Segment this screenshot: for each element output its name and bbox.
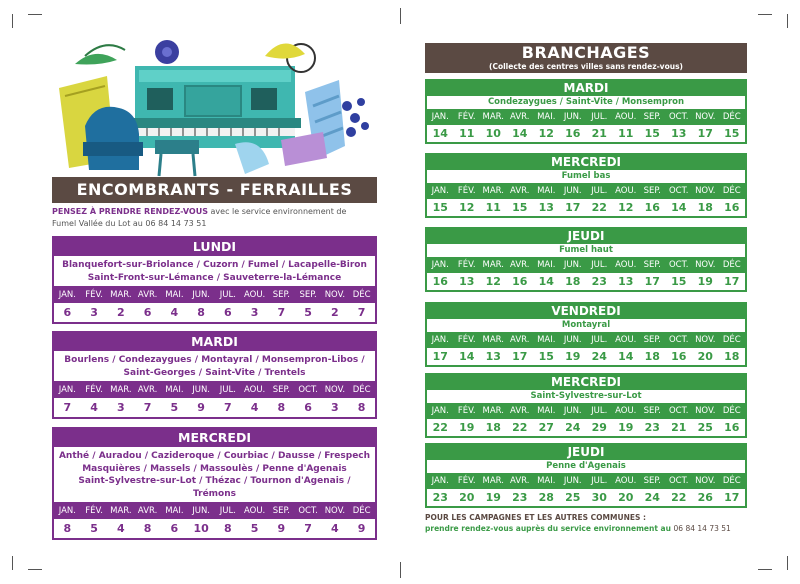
months-row xyxy=(54,286,375,303)
block-day-title: LUNDI xyxy=(54,238,375,256)
branchages-banner xyxy=(425,43,747,73)
day-cell: 9 xyxy=(197,401,205,414)
month-cell: MAR. xyxy=(110,505,132,516)
day-cell: 26 xyxy=(697,491,713,504)
branchages-title: BRANCHAGES xyxy=(521,43,651,62)
month-cell: JUN. xyxy=(563,260,582,270)
month-cell: JAN. xyxy=(431,260,449,270)
days-row xyxy=(54,303,375,322)
month-cell: AVR. xyxy=(510,476,530,486)
day-cell: 8 xyxy=(63,522,72,535)
month-cell: FÉV. xyxy=(457,406,476,416)
day-cell: 2 xyxy=(331,306,339,319)
month-cell: SEP. xyxy=(643,335,661,345)
month-cell: JAN. xyxy=(58,505,76,516)
month-cell: SEP. xyxy=(643,476,661,486)
month-cell: NOV. xyxy=(695,112,716,122)
day-cell: 11 xyxy=(618,127,634,140)
day-cell: 11 xyxy=(485,201,501,214)
month-cell: DÉC xyxy=(722,406,741,416)
month-cell: MAI. xyxy=(165,505,184,516)
encombrants-note xyxy=(52,206,382,230)
day-cell: 15 xyxy=(512,201,528,214)
month-cell: MAR. xyxy=(482,112,504,122)
month-cell: MAR. xyxy=(110,289,132,300)
places-line: Saint-Front-sur-Lémance / Sauveterre-la-Lémance xyxy=(87,272,342,283)
day-cell: 20 xyxy=(459,491,475,504)
month-cell: OCT. xyxy=(668,406,689,416)
places-line: Anthé / Auradou / Cazideroque / Courbiac / Dausse / Frespech xyxy=(58,451,371,461)
block-day-title: VENDREDI xyxy=(427,304,745,319)
day-cell: 29 xyxy=(591,421,607,434)
month-cell: SEP. xyxy=(272,505,291,516)
crop-mark xyxy=(400,562,401,578)
month-cell: OCT. xyxy=(668,335,689,345)
month-cell: MAI. xyxy=(537,186,556,196)
day-cell: 14 xyxy=(538,275,554,288)
furniture-illustration xyxy=(55,36,375,178)
block-day-title: JEUDI xyxy=(427,445,745,460)
month-cell: NOV. xyxy=(695,406,716,416)
month-cell: NOV. xyxy=(324,289,346,300)
day-cell: 25 xyxy=(565,491,581,504)
months-row xyxy=(427,332,745,348)
month-cell: DÉC xyxy=(722,335,741,345)
block-places xyxy=(54,351,375,381)
month-cell: JUN. xyxy=(192,505,211,516)
encombrants-mercredi-block xyxy=(52,427,377,540)
day-cell: 9 xyxy=(357,522,366,535)
month-cell: MAI. xyxy=(537,406,556,416)
month-cell: JUL. xyxy=(591,186,608,196)
day-cell: 30 xyxy=(591,491,607,504)
day-cell: 16 xyxy=(724,421,740,434)
days-row xyxy=(54,398,375,417)
encombrants-title: ENCOMBRANTS - FERRAILLES xyxy=(52,177,377,203)
days-row xyxy=(54,519,375,538)
month-cell: AOU. xyxy=(243,505,266,516)
day-cell: 6 xyxy=(170,522,179,535)
month-cell: NOV. xyxy=(695,335,716,345)
month-cell: DÉC xyxy=(722,186,741,196)
month-cell: SEP. xyxy=(272,289,291,300)
day-cell: 24 xyxy=(644,491,660,504)
day-cell: 16 xyxy=(724,201,740,214)
month-cell: DÉC xyxy=(352,505,371,516)
block-place: Montayral xyxy=(561,320,611,330)
day-cell: 9 xyxy=(277,522,286,535)
crop-mark xyxy=(12,14,13,28)
month-cell: OCT. xyxy=(668,186,689,196)
month-cell: JUL. xyxy=(591,112,608,122)
day-cell: 5 xyxy=(90,522,98,535)
day-cell: 5 xyxy=(170,401,179,414)
day-cell: 17 xyxy=(565,201,581,214)
month-cell: OCT. xyxy=(668,476,689,486)
day-cell: 12 xyxy=(485,275,501,288)
month-cell: AVR. xyxy=(137,505,158,516)
day-cell: 4 xyxy=(250,401,259,414)
month-cell: AVR. xyxy=(510,186,530,196)
block-day-title: MERCREDI xyxy=(427,375,745,390)
month-cell: JUN. xyxy=(563,186,582,196)
day-cell: 16 xyxy=(565,127,581,140)
month-cell: MAI. xyxy=(165,384,184,395)
block-place: Condezaygues / Saint-Vite / Monsempron xyxy=(487,97,685,107)
day-cell: 22 xyxy=(512,421,528,434)
day-cell: 12 xyxy=(538,127,554,140)
day-cell: 7 xyxy=(357,306,366,319)
day-cell: 17 xyxy=(432,350,448,363)
month-cell: MAR. xyxy=(482,335,504,345)
crop-mark xyxy=(787,14,788,28)
day-cell: 8 xyxy=(277,401,286,414)
month-cell: JUL. xyxy=(591,406,608,416)
crop-mark xyxy=(28,14,42,15)
day-cell: 17 xyxy=(697,127,713,140)
day-cell: 27 xyxy=(538,421,554,434)
branchages-subtitle: (Collecte des centres villes sans rendez-vous) xyxy=(489,62,683,71)
month-cell: JUN. xyxy=(563,476,582,486)
note-highlight: PENSEZ À PRENDRE RENDEZ-VOUS xyxy=(52,207,208,216)
day-cell: 22 xyxy=(671,491,687,504)
places-line: Saint-Sylvestre-sur-Lot / Thézac / Tournon d'Agenais / Trémons xyxy=(78,476,351,499)
day-cell: 8 xyxy=(357,401,366,414)
encombrants-lundi-block xyxy=(52,236,377,324)
day-cell: 15 xyxy=(538,350,554,363)
month-cell: DÉC xyxy=(722,476,741,486)
day-cell: 4 xyxy=(90,401,98,414)
month-cell: JAN. xyxy=(431,335,449,345)
places-line: Bourlens / Condezaygues / Montayral / Monsempron-Libos / xyxy=(64,355,365,365)
month-cell: JAN. xyxy=(431,406,449,416)
month-cell: AOU. xyxy=(243,289,266,300)
day-cell: 3 xyxy=(117,401,125,414)
day-cell: 10 xyxy=(193,522,209,535)
day-cell: 23 xyxy=(591,275,607,288)
block-day-title: MERCREDI xyxy=(54,429,375,447)
block-day-title: MERCREDI xyxy=(427,155,745,170)
day-cell: 14 xyxy=(432,127,448,140)
months-row xyxy=(427,473,745,489)
month-cell: JUN. xyxy=(192,384,211,395)
month-cell: JAN. xyxy=(431,476,449,486)
day-cell: 8 xyxy=(224,522,232,535)
days-row xyxy=(427,199,745,216)
day-cell: 19 xyxy=(618,421,634,434)
day-cell: 3 xyxy=(90,306,98,319)
day-cell: 7 xyxy=(304,522,312,535)
month-cell: AOU. xyxy=(615,186,637,196)
month-cell: FÉV. xyxy=(457,476,476,486)
month-cell: FÉV. xyxy=(457,112,476,122)
month-cell: AVR. xyxy=(510,335,530,345)
month-cell: OCT. xyxy=(298,505,318,516)
day-cell: 13 xyxy=(618,275,634,288)
block-day-title: MARDI xyxy=(54,333,375,351)
day-cell: 14 xyxy=(459,350,475,363)
months-row xyxy=(427,403,745,419)
day-cell: 5 xyxy=(250,522,259,535)
days-row xyxy=(427,273,745,290)
day-cell: 23 xyxy=(644,421,660,434)
footer-phone: 06 84 14 73 51 xyxy=(673,524,731,533)
month-cell: JUN. xyxy=(192,289,211,300)
day-cell: 7 xyxy=(277,306,286,319)
month-cell: SEP. xyxy=(643,406,661,416)
months-row xyxy=(54,502,375,519)
day-cell: 18 xyxy=(644,350,660,363)
day-cell: 16 xyxy=(432,275,448,288)
day-cell: 18 xyxy=(485,421,501,434)
month-cell: FÉV. xyxy=(457,186,476,196)
month-cell: AOU. xyxy=(615,406,637,416)
branchages-footer xyxy=(425,512,765,534)
month-cell: AVR. xyxy=(510,406,530,416)
month-cell: AOU. xyxy=(615,260,637,270)
month-cell: NOV. xyxy=(695,476,716,486)
block-place: Saint-Sylvestre-sur-Lot xyxy=(530,391,642,401)
month-cell: FÉV. xyxy=(457,335,476,345)
day-cell: 8 xyxy=(197,306,205,319)
day-cell: 18 xyxy=(565,275,581,288)
month-cell: AOU. xyxy=(615,112,637,122)
month-cell: OCT. xyxy=(298,384,318,395)
day-cell: 23 xyxy=(432,491,448,504)
day-cell: 16 xyxy=(512,275,528,288)
month-cell: FÉV. xyxy=(457,260,476,270)
month-cell: JUN. xyxy=(563,112,582,122)
day-cell: 17 xyxy=(644,275,660,288)
month-cell: NOV. xyxy=(324,505,346,516)
crop-mark xyxy=(758,569,772,570)
day-cell: 3 xyxy=(331,401,339,414)
day-cell: 7 xyxy=(143,401,152,414)
day-cell: 7 xyxy=(224,401,232,414)
day-cell: 24 xyxy=(591,350,607,363)
note-rest: avec le service environnement de xyxy=(207,207,347,216)
month-cell: JAN. xyxy=(431,112,449,122)
day-cell: 15 xyxy=(724,127,740,140)
day-cell: 6 xyxy=(143,306,152,319)
day-cell: 15 xyxy=(644,127,660,140)
places-line: Saint-Georges / Saint-Vite / Trentels xyxy=(123,367,306,378)
day-cell: 22 xyxy=(591,201,607,214)
month-cell: JUN. xyxy=(563,406,582,416)
day-cell: 21 xyxy=(671,421,687,434)
day-cell: 19 xyxy=(459,421,475,434)
month-cell: MAI. xyxy=(537,476,556,486)
branchages-block-mercredi-2 xyxy=(425,373,747,438)
day-cell: 14 xyxy=(618,350,634,363)
branchages-block-jeudi xyxy=(425,227,747,292)
month-cell: DÉC xyxy=(352,384,371,395)
month-cell: AVR. xyxy=(137,289,158,300)
day-cell: 17 xyxy=(512,350,528,363)
month-cell: SEP. xyxy=(643,112,661,122)
month-cell: MAR. xyxy=(482,476,504,486)
month-cell: JUL. xyxy=(219,289,236,300)
crop-mark xyxy=(758,14,772,15)
footer-line1: POUR LES CAMPAGNES ET LES AUTRES COMMUNES : xyxy=(425,513,646,522)
day-cell: 4 xyxy=(117,522,125,535)
days-row xyxy=(427,348,745,365)
month-cell: MAI. xyxy=(165,289,184,300)
day-cell: 13 xyxy=(485,350,501,363)
crop-mark xyxy=(12,556,13,570)
month-cell: JUL. xyxy=(219,384,236,395)
places-line: Blanquefort-sur-Briolance / Cuzorn / Fumel / Lacapelle-Biron xyxy=(62,260,367,270)
day-cell: 16 xyxy=(671,350,687,363)
day-cell: 4 xyxy=(331,522,339,535)
day-cell: 13 xyxy=(671,127,687,140)
month-cell: MAR. xyxy=(482,186,504,196)
month-cell: AOU. xyxy=(615,335,637,345)
branchages-block-mercredi xyxy=(425,153,747,218)
month-cell: FÉV. xyxy=(85,384,103,395)
day-cell: 14 xyxy=(512,127,528,140)
branchages-block-jeudi-2 xyxy=(425,443,747,508)
day-cell: 6 xyxy=(304,401,312,414)
crop-mark xyxy=(400,8,401,24)
note-line2: Fumel Vallée du Lot au 06 84 14 73 51 xyxy=(52,219,207,228)
branchages-block-vendredi xyxy=(425,302,747,367)
day-cell: 7 xyxy=(63,401,72,414)
block-place: Fumel bas xyxy=(561,171,611,181)
block-place: Fumel haut xyxy=(559,245,613,255)
day-cell: 14 xyxy=(671,201,687,214)
day-cell: 18 xyxy=(697,201,713,214)
month-cell: JUL. xyxy=(219,505,236,516)
months-row xyxy=(427,257,745,273)
crop-mark xyxy=(28,569,42,570)
block-places xyxy=(54,256,375,286)
months-row xyxy=(54,381,375,398)
month-cell: DÉC xyxy=(722,260,741,270)
day-cell: 19 xyxy=(485,491,501,504)
day-cell: 19 xyxy=(565,350,581,363)
month-cell: DÉC xyxy=(352,289,371,300)
month-cell: AVR. xyxy=(137,384,158,395)
day-cell: 17 xyxy=(724,491,740,504)
month-cell: JUL. xyxy=(591,260,608,270)
encombrants-mardi-block xyxy=(52,331,377,419)
day-cell: 17 xyxy=(724,275,740,288)
block-day-title: MARDI xyxy=(427,81,745,96)
day-cell: 24 xyxy=(565,421,581,434)
day-cell: 19 xyxy=(697,275,713,288)
days-row xyxy=(427,489,745,506)
day-cell: 8 xyxy=(143,522,152,535)
month-cell: JAN. xyxy=(431,186,449,196)
day-cell: 12 xyxy=(618,201,634,214)
block-place: Penne d'Agenais xyxy=(546,461,626,471)
day-cell: 20 xyxy=(618,491,634,504)
month-cell: OCT. xyxy=(668,112,689,122)
block-day-title: JEUDI xyxy=(427,229,745,244)
day-cell: 23 xyxy=(512,491,528,504)
day-cell: 25 xyxy=(697,421,713,434)
month-cell: SEP. xyxy=(643,260,661,270)
month-cell: AVR. xyxy=(510,112,530,122)
day-cell: 28 xyxy=(538,491,554,504)
day-cell: 13 xyxy=(538,201,554,214)
crop-mark xyxy=(787,556,788,570)
places-line: Masquières / Massels / Massoulès / Penne d'Agenais xyxy=(82,463,347,474)
day-cell: 3 xyxy=(250,306,259,319)
month-cell: MAI. xyxy=(537,112,556,122)
day-cell: 15 xyxy=(432,201,448,214)
month-cell: OCT. xyxy=(668,260,689,270)
day-cell: 6 xyxy=(63,306,72,319)
month-cell: SEP. xyxy=(299,289,317,300)
day-cell: 16 xyxy=(644,201,660,214)
month-cell: MAR. xyxy=(482,260,504,270)
month-cell: MAI. xyxy=(537,335,556,345)
month-cell: MAR. xyxy=(110,384,132,395)
day-cell: 2 xyxy=(117,306,125,319)
day-cell: 6 xyxy=(224,306,232,319)
month-cell: FÉV. xyxy=(85,505,103,516)
month-cell: AOU. xyxy=(615,476,637,486)
month-cell: NOV. xyxy=(695,186,716,196)
month-cell: SEP. xyxy=(643,186,661,196)
day-cell: 15 xyxy=(671,275,687,288)
month-cell: NOV. xyxy=(695,260,716,270)
day-cell: 4 xyxy=(170,306,179,319)
month-cell: JUL. xyxy=(591,476,608,486)
day-cell: 22 xyxy=(432,421,448,434)
month-cell: JUL. xyxy=(591,335,608,345)
day-cell: 5 xyxy=(304,306,312,319)
block-places xyxy=(54,447,375,502)
months-row xyxy=(427,109,745,125)
day-cell: 11 xyxy=(459,127,475,140)
month-cell: MAR. xyxy=(482,406,504,416)
day-cell: 20 xyxy=(697,350,713,363)
month-cell: SEP. xyxy=(272,384,291,395)
month-cell: AVR. xyxy=(510,260,530,270)
month-cell: FÉV. xyxy=(85,289,103,300)
month-cell: AOU. xyxy=(243,384,266,395)
day-cell: 12 xyxy=(459,201,475,214)
month-cell: MAI. xyxy=(537,260,556,270)
days-row xyxy=(427,125,745,142)
months-row xyxy=(427,183,745,199)
day-cell: 21 xyxy=(591,127,607,140)
month-cell: JAN. xyxy=(58,289,76,300)
days-row xyxy=(427,419,745,436)
branchages-block-mardi xyxy=(425,79,747,144)
day-cell: 10 xyxy=(485,127,501,140)
month-cell: DÉC xyxy=(722,112,741,122)
month-cell: NOV. xyxy=(324,384,346,395)
footer-line2: prendre rendez-vous auprès du service environnement au xyxy=(425,524,674,533)
month-cell: JAN. xyxy=(58,384,76,395)
day-cell: 18 xyxy=(724,350,740,363)
day-cell: 13 xyxy=(459,275,475,288)
month-cell: JUN. xyxy=(563,335,582,345)
